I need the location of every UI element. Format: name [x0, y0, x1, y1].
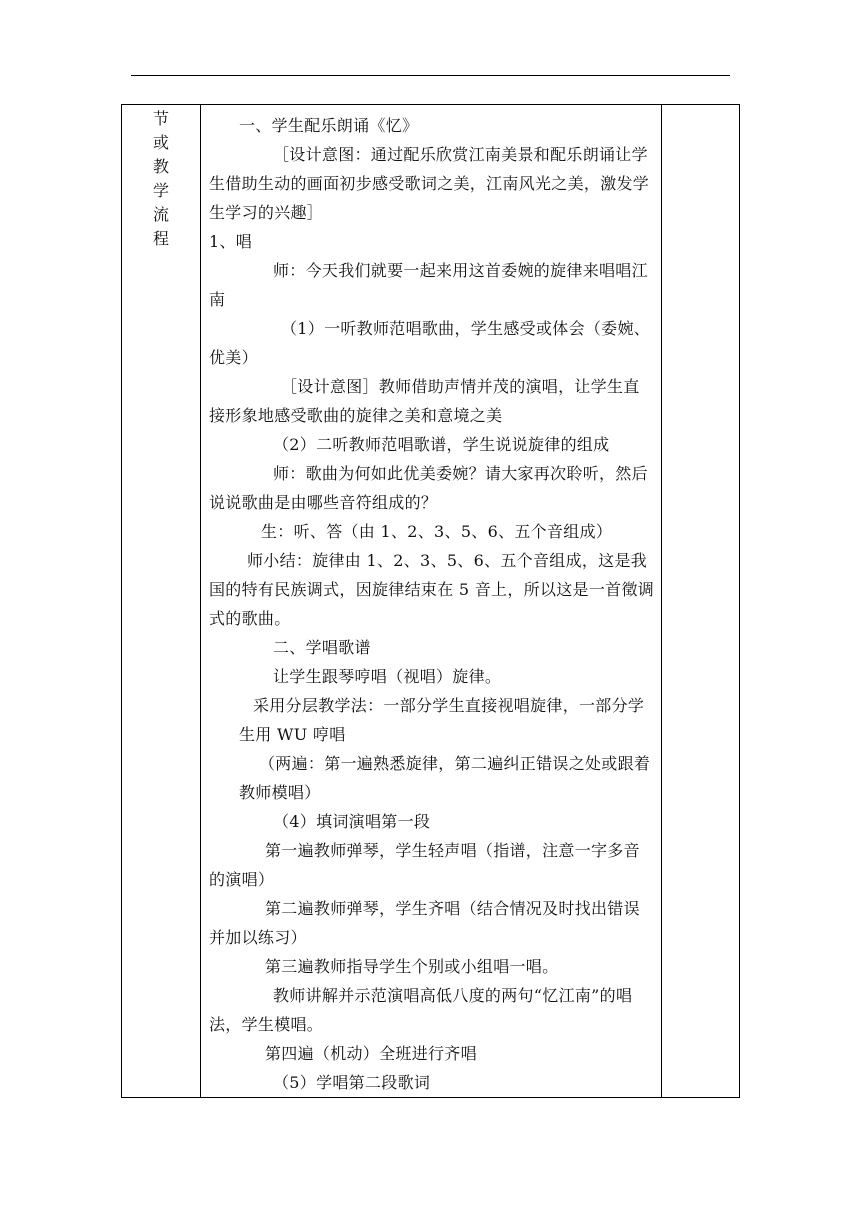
follow-piano: 让学生跟琴哼唱（视唱）旋律。: [273, 667, 502, 686]
student-answer: 生：听、答（由 1、2、3、5、6、五个音组成）: [261, 522, 613, 541]
table-row: [122, 105, 740, 1098]
header-rule: [131, 75, 730, 76]
second-pass: 第二遍教师弹琴，学生齐唱（结合情况及时找出错误并加以练习）: [209, 899, 640, 947]
step-second-verse: （5）学唱第二段歌词: [273, 1073, 431, 1092]
heading-recitation: 一、学生配乐朗诵《忆》: [239, 116, 419, 135]
notes-cell: [662, 105, 740, 1098]
step-sing: 1、唱: [209, 232, 253, 251]
octave-demo: 教师讲解并示范演唱高低八度的两句“忆江南”的唱法，学生模唱。: [209, 986, 633, 1034]
third-pass: 第三遍教师指导学生个别或小组唱一唱。: [265, 957, 559, 976]
step-listen-2: （2）二听教师范唱歌谱，学生说说旋律的组成: [273, 435, 610, 454]
design-intent-2: ［设计意图］教师借助声情并茂的演唱，让学生直接形象地感受歌曲的旋律之美和意境之美: [209, 377, 640, 425]
fourth-pass: 第四遍（机动）全班进行齐唱: [265, 1044, 477, 1063]
lesson-plan-table: [121, 104, 740, 1098]
heading-sight-singing: 二、学唱歌谱: [273, 638, 371, 657]
step-fill-lyrics: （4）填词演唱第一段: [273, 812, 431, 831]
section-label-cell: [122, 105, 201, 1098]
step-listen-1: （1）一听教师范唱歌曲，学生感受或体会（委婉、优美）: [209, 319, 651, 367]
teacher-intro: 师：今天我们就要一起来用这首委婉的旋律来唱唱江南: [209, 261, 648, 309]
first-pass: 第一遍教师弹琴，学生轻声唱（指谱，注意一字多音的演唱）: [209, 841, 640, 889]
teacher-summary: 师小结：旋律由 1、2、3、5、6、五个音组成，这是我国的特有民族调式，因旋律结束在 5 音上，所以这是一首徵调式的歌曲。: [209, 551, 655, 628]
section-label: 节或教学流程: [153, 109, 170, 248]
layered-teaching: 采用分层教学法：一部分学生直接视唱旋律，一部分学生用 WU 哼唱: [239, 696, 645, 744]
content-cell: [201, 105, 662, 1098]
two-passes: （两遍：第一遍熟悉旋律，第二遍纠正错误之处或跟着教师模唱）: [239, 754, 651, 802]
lesson-content: [201, 105, 661, 1097]
design-intent-1: ［设计意图：通过配乐欣赏江南美景和配乐朗诵让学生借助生动的画面初步感受歌词之美，江南风光之美，激发学生学习的兴趣］: [209, 145, 650, 222]
teacher-question: 师：歌曲为何如此优美委婉？请大家再次聆听，然后说说歌曲是由哪些音符组成的？: [209, 464, 648, 512]
